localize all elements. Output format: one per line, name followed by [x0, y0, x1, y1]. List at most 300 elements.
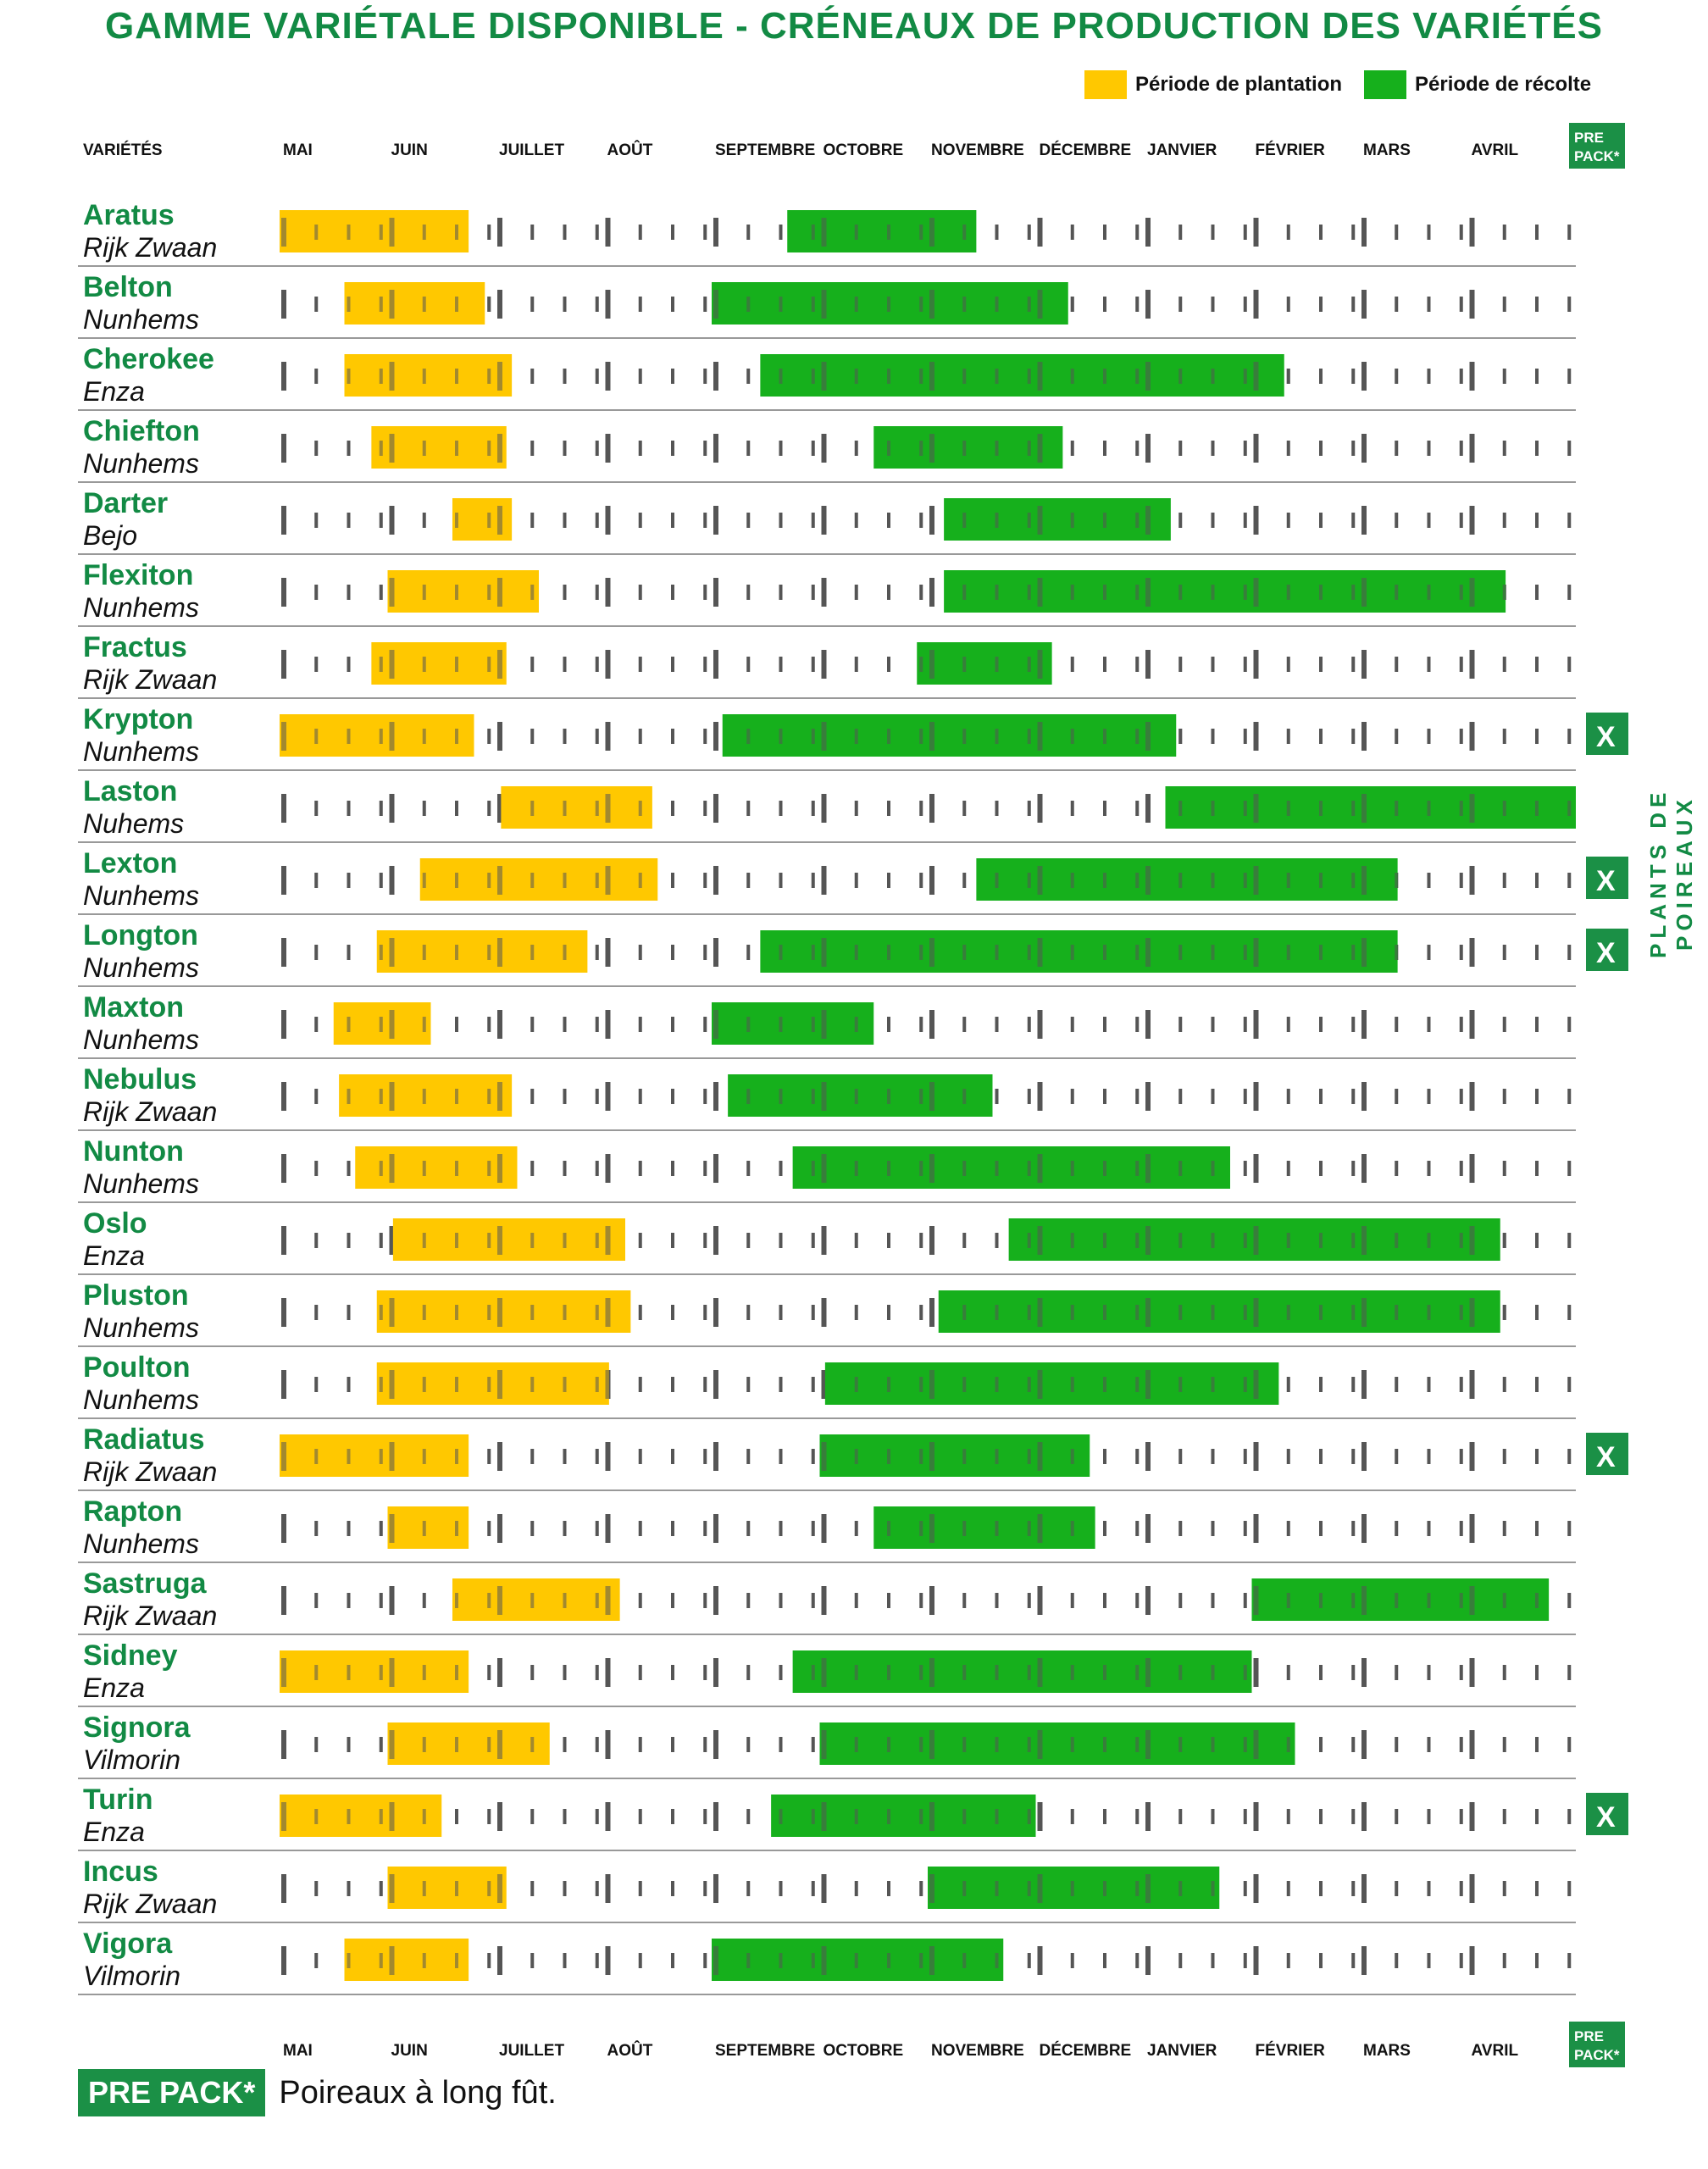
tick-mark [1135, 1521, 1139, 1536]
tick-mark-overlay [314, 1665, 318, 1680]
tick-mark-overlay [1178, 1161, 1182, 1176]
tick-mark [1460, 441, 1463, 456]
tick-mark [1145, 1010, 1151, 1039]
tick-mark [713, 434, 718, 463]
tick-mark-overlay [1460, 1233, 1463, 1248]
tick-mark [671, 1305, 674, 1320]
tick-mark-overlay [1071, 873, 1074, 888]
tick-mark [530, 1521, 534, 1536]
tick-mark-overlay [487, 657, 491, 672]
tick-mark [1535, 1233, 1539, 1248]
tick-mark [1361, 1874, 1367, 1903]
tick-mark-overlay [563, 1233, 567, 1248]
tick-mark [639, 441, 642, 456]
tick-mark-overlay [1361, 794, 1367, 823]
tick-mark [671, 1665, 674, 1680]
tick-mark [1460, 1449, 1463, 1464]
tick-mark-overlay [380, 297, 383, 312]
header-bottom-month-label: DÉCEMBRE [1039, 2042, 1132, 2060]
tick-mark-overlay [812, 1953, 815, 1968]
tick-mark-overlay [606, 794, 611, 823]
tick-mark [563, 225, 567, 240]
tick-mark [703, 729, 707, 744]
tick-mark [1254, 506, 1259, 535]
tick-mark-overlay [390, 434, 395, 463]
tick-mark [713, 866, 718, 895]
tick-mark-overlay [423, 873, 426, 888]
tick-mark [347, 1161, 351, 1176]
tick-mark-overlay [962, 1953, 966, 1968]
tick-mark-overlay [390, 650, 395, 679]
tick-mark-overlay [606, 1298, 611, 1327]
tick-mark [281, 1154, 286, 1183]
tick-mark-overlay [919, 369, 923, 384]
tick-mark [1361, 1370, 1367, 1399]
tick-mark [1535, 369, 1539, 384]
tick-mark-overlay [1071, 297, 1074, 312]
tick-mark [1319, 1521, 1323, 1536]
tick-mark-overlay [1103, 1737, 1106, 1752]
tick-mark [530, 1449, 534, 1464]
tick-mark-overlay [779, 297, 783, 312]
tick-mark [671, 1089, 674, 1104]
tick-mark [1319, 513, 1323, 528]
tick-mark-overlay [1071, 1665, 1074, 1680]
harvest-bar [820, 1434, 1090, 1477]
tick-mark [1254, 1082, 1259, 1111]
tick-mark-overlay [929, 434, 934, 463]
tick-mark [703, 873, 707, 888]
tick-mark-overlay [822, 1442, 827, 1471]
tick-mark-overlay [1038, 650, 1043, 679]
tick-mark-overlay [962, 1449, 966, 1464]
tick-mark-overlay [887, 1089, 890, 1104]
tick-mark-overlay [1395, 585, 1398, 600]
tick-mark-overlay [919, 729, 923, 744]
tick-mark-overlay [887, 945, 890, 960]
tick-mark [639, 1089, 642, 1104]
tick-mark-overlay [1178, 1881, 1182, 1896]
tick-mark [713, 1586, 718, 1615]
tick-mark [497, 1514, 502, 1543]
tick-mark [1103, 1089, 1106, 1104]
tick-mark [639, 1881, 642, 1896]
tick-mark-overlay [1351, 1233, 1355, 1248]
harvest-bar [939, 1290, 1500, 1333]
planting-bar [280, 1650, 469, 1693]
tick-mark-overlay [1428, 1233, 1431, 1248]
tick-mark [1428, 1377, 1431, 1392]
tick-mark-overlay [1145, 1658, 1151, 1687]
tick-mark [812, 1737, 815, 1752]
tick-mark-overlay [919, 297, 923, 312]
tick-mark [347, 801, 351, 816]
tick-mark [487, 729, 491, 744]
tick-mark [887, 513, 890, 528]
tick-mark [347, 1377, 351, 1392]
prepack-mark: X [1596, 721, 1616, 753]
tick-mark-overlay [455, 297, 458, 312]
tick-mark [1212, 1953, 1215, 1968]
tick-mark-overlay [423, 369, 426, 384]
tick-mark-overlay [455, 1161, 458, 1176]
tick-mark [746, 513, 750, 528]
variety-name: Chiefton [83, 415, 200, 447]
tick-mark [1567, 513, 1571, 528]
tick-mark [390, 866, 395, 895]
tick-mark-overlay [1028, 1233, 1031, 1248]
tick-mark-overlay [1103, 1881, 1106, 1896]
tick-mark-overlay [347, 1449, 351, 1464]
tick-mark-overlay [530, 873, 534, 888]
tick-mark-overlay [487, 945, 491, 960]
tick-mark-overlay [855, 729, 858, 744]
tick-mark-overlay [530, 1737, 534, 1752]
tick-mark [1038, 794, 1043, 823]
tick-mark-overlay [812, 225, 815, 240]
tick-mark-overlay [1071, 1737, 1074, 1752]
tick-mark-overlay [1244, 1665, 1247, 1680]
tick-mark [746, 801, 750, 816]
tick-mark-overlay [1103, 1665, 1106, 1680]
header-bottom-month-label: NOVEMBRE [931, 2042, 1024, 2060]
tick-mark [713, 1658, 718, 1687]
tick-mark [1460, 945, 1463, 960]
tick-mark-overlay [1038, 1154, 1043, 1183]
tick-mark [497, 722, 502, 751]
tick-mark [1428, 513, 1431, 528]
tick-mark-overlay [779, 945, 783, 960]
tick-mark [1145, 1946, 1151, 1975]
tick-mark-overlay [822, 290, 827, 319]
tick-mark [1361, 650, 1367, 679]
tick-mark [1212, 657, 1215, 672]
tick-mark [1287, 1953, 1290, 1968]
tick-mark [1567, 657, 1571, 672]
tick-mark [606, 650, 611, 679]
tick-mark [606, 506, 611, 535]
planting-bar [377, 930, 588, 973]
tick-mark-overlay [497, 1154, 502, 1183]
tick-mark [596, 1881, 599, 1896]
tick-mark [671, 1809, 674, 1824]
tick-mark [812, 513, 815, 528]
tick-mark-overlay [390, 1946, 395, 1975]
tick-mark [606, 1946, 611, 1975]
tick-mark [1567, 369, 1571, 384]
tick-mark-overlay [487, 1305, 491, 1320]
tick-mark-overlay [929, 1658, 934, 1687]
tick-mark [639, 657, 642, 672]
tick-mark-overlay [962, 1737, 966, 1752]
tick-mark-overlay [1287, 801, 1290, 816]
variety-name: Laston [83, 775, 178, 807]
tick-mark-overlay [746, 729, 750, 744]
tick-mark [671, 729, 674, 744]
tick-mark-overlay [1038, 290, 1043, 319]
tick-mark [1567, 585, 1571, 600]
tick-mark [1319, 369, 1323, 384]
tick-mark [606, 1658, 611, 1687]
tick-mark [919, 1017, 923, 1032]
tick-mark-overlay [1254, 1658, 1259, 1687]
page-title: GAMME VARIÉTALE DISPONIBLE - CRÉNEAUX DE PRODUCTION DES VARIÉTÉS [105, 5, 1603, 47]
tick-mark-overlay [1038, 938, 1043, 967]
tick-mark-overlay [822, 218, 827, 247]
tick-mark [855, 441, 858, 456]
variety-breeder: Vilmorin [83, 1745, 180, 1775]
tick-mark [1244, 1809, 1247, 1824]
tick-mark-overlay [1145, 722, 1151, 751]
header-bottom-month-label: SEPTEMBRE [715, 2042, 816, 2060]
tick-mark-overlay [855, 1953, 858, 1968]
tick-mark [1103, 801, 1106, 816]
tick-mark-overlay [455, 1521, 458, 1536]
tick-mark [314, 657, 318, 672]
tick-mark [713, 1730, 718, 1759]
tick-mark [887, 657, 890, 672]
tick-mark [530, 225, 534, 240]
header-bottom-month-label: OCTOBRE [823, 2042, 904, 2060]
tick-mark [929, 506, 934, 535]
tick-mark-overlay [822, 362, 827, 391]
variety-name: Turin [83, 1783, 153, 1816]
tick-mark-overlay [487, 297, 491, 312]
variety-name: Flexiton [83, 559, 194, 591]
tick-mark-overlay [455, 1665, 458, 1680]
tick-mark [1460, 1377, 1463, 1392]
tick-mark [1395, 513, 1398, 528]
tick-mark [1103, 1521, 1106, 1536]
tick-mark [1319, 1377, 1323, 1392]
tick-mark-overlay [390, 1730, 395, 1759]
tick-mark-overlay [390, 290, 395, 319]
tick-mark-overlay [929, 1442, 934, 1471]
tick-mark [1135, 657, 1139, 672]
tick-mark [1254, 434, 1259, 463]
tick-mark [822, 1586, 827, 1615]
tick-mark [1361, 1802, 1367, 1831]
tick-mark-overlay [1395, 873, 1398, 888]
tick-mark [314, 1593, 318, 1608]
row-divider [78, 1634, 1576, 1635]
variety-name: Rapton [83, 1495, 183, 1528]
tick-mark [1254, 1802, 1259, 1831]
tick-mark [703, 1089, 707, 1104]
tick-mark [855, 1233, 858, 1248]
tick-mark [1395, 1449, 1398, 1464]
footer-note: Poireaux à long fût. [279, 2074, 557, 2111]
tick-mark-overlay [1135, 1881, 1139, 1896]
tick-mark-overlay [887, 1809, 890, 1824]
tick-mark [1361, 1946, 1367, 1975]
tick-mark-overlay [929, 650, 934, 679]
tick-mark-overlay [1428, 585, 1431, 600]
tick-mark [281, 1874, 286, 1903]
tick-mark [746, 1881, 750, 1896]
tick-mark-overlay [455, 1737, 458, 1752]
tick-mark [1470, 1946, 1475, 1975]
tick-mark-overlay [1145, 1874, 1151, 1903]
tick-mark-overlay [919, 1953, 923, 1968]
tick-mark [1244, 297, 1247, 312]
planting-bar [280, 1795, 441, 1837]
tick-mark [281, 1730, 286, 1759]
tick-mark [563, 585, 567, 600]
row-divider [78, 1417, 1576, 1419]
tick-mark [1361, 434, 1367, 463]
tick-mark [1460, 297, 1463, 312]
tick-mark-overlay [962, 1089, 966, 1104]
variety-breeder: Nunhems [83, 592, 199, 623]
tick-mark [380, 1593, 383, 1608]
tick-mark-overlay [995, 1377, 999, 1392]
tick-mark-overlay [380, 1089, 383, 1104]
tick-mark-overlay [1103, 369, 1106, 384]
tick-mark [563, 1161, 567, 1176]
tick-mark [746, 585, 750, 600]
tick-mark-overlay [812, 729, 815, 744]
tick-mark-overlay [390, 1298, 395, 1327]
tick-mark [1254, 1010, 1259, 1039]
tick-mark-overlay [1038, 1298, 1043, 1327]
tick-mark [822, 794, 827, 823]
tick-mark-overlay [281, 1658, 286, 1687]
tick-mark-overlay [1145, 1730, 1151, 1759]
tick-mark-overlay [530, 1377, 534, 1392]
tick-mark-overlay [1395, 945, 1398, 960]
tick-mark [563, 1089, 567, 1104]
tick-mark [380, 1737, 383, 1752]
tick-mark-overlay [1038, 434, 1043, 463]
tick-mark [281, 290, 286, 319]
variety-breeder: Rijk Zwaan [83, 1889, 218, 1919]
tick-mark-overlay [919, 1737, 923, 1752]
tick-mark [1361, 1514, 1367, 1543]
tick-mark-overlay [1103, 585, 1106, 600]
tick-mark-overlay [497, 1586, 502, 1615]
tick-mark [1428, 1017, 1431, 1032]
tick-mark [1287, 1161, 1290, 1176]
tick-mark [314, 873, 318, 888]
tick-mark-overlay [487, 1161, 491, 1176]
tick-mark-overlay [380, 729, 383, 744]
row-divider [78, 625, 1576, 627]
tick-mark-overlay [455, 1593, 458, 1608]
tick-mark [779, 585, 783, 600]
tick-mark [606, 362, 611, 391]
tick-mark [1319, 1449, 1323, 1464]
tick-mark-overlay [347, 1809, 351, 1824]
tick-mark [713, 1082, 718, 1111]
tick-mark [1145, 1802, 1151, 1831]
tick-mark-overlay [713, 1946, 718, 1975]
tick-mark-overlay [423, 1233, 426, 1248]
tick-mark-overlay [962, 225, 966, 240]
tick-mark [1028, 1017, 1031, 1032]
tick-mark-overlay [995, 1737, 999, 1752]
tick-mark [1287, 1449, 1290, 1464]
tick-mark [1428, 1737, 1431, 1752]
tick-mark [671, 1377, 674, 1392]
tick-mark [639, 729, 642, 744]
tick-mark [563, 1809, 567, 1824]
footer [78, 2069, 557, 2116]
tick-mark [1503, 1665, 1506, 1680]
tick-mark [1351, 1089, 1355, 1104]
tick-mark-overlay [487, 873, 491, 888]
tick-mark [347, 1737, 351, 1752]
tick-mark [1567, 1809, 1571, 1824]
tick-mark [703, 1737, 707, 1752]
tick-mark-overlay [1178, 945, 1182, 960]
tick-mark-overlay [596, 1233, 599, 1248]
tick-mark [855, 801, 858, 816]
variety-name: Belton [83, 271, 173, 303]
tick-mark-overlay [1535, 1593, 1539, 1608]
tick-mark [855, 1305, 858, 1320]
tick-mark [919, 585, 923, 600]
tick-mark-overlay [1135, 1161, 1139, 1176]
tick-mark-overlay [455, 585, 458, 600]
tick-mark-overlay [390, 578, 395, 607]
tick-mark [713, 1514, 718, 1543]
tick-mark [703, 1953, 707, 1968]
tick-mark-overlay [1135, 729, 1139, 744]
variety-breeder: Nunhems [83, 1024, 199, 1055]
tick-mark-overlay [1135, 1377, 1139, 1392]
tick-mark [1351, 1881, 1355, 1896]
tick-mark-overlay [919, 1449, 923, 1464]
tick-mark-overlay [1145, 1370, 1151, 1399]
tick-mark [530, 657, 534, 672]
tick-mark-overlay [713, 290, 718, 319]
tick-mark-overlay [423, 1449, 426, 1464]
tick-mark-overlay [995, 513, 999, 528]
tick-mark [1244, 513, 1247, 528]
tick-mark [1145, 1514, 1151, 1543]
tick-mark-overlay [1212, 1881, 1215, 1896]
tick-mark-overlay [1244, 1377, 1247, 1392]
tick-mark [887, 1305, 890, 1320]
tick-mark [919, 1305, 923, 1320]
tick-mark-overlay [455, 729, 458, 744]
tick-mark [1428, 945, 1431, 960]
header-top-month-label: OCTOBRE [823, 141, 904, 159]
row-divider [78, 1850, 1576, 1851]
tick-mark-overlay [455, 1449, 458, 1464]
tick-mark [530, 1881, 534, 1896]
tick-mark [812, 1881, 815, 1896]
tick-mark [671, 1881, 674, 1896]
tick-mark [347, 441, 351, 456]
tick-mark [1535, 1737, 1539, 1752]
tick-mark-overlay [822, 722, 827, 751]
tick-mark [1567, 1449, 1571, 1464]
tick-mark [1351, 513, 1355, 528]
planting-bar [345, 354, 513, 397]
tick-mark-overlay [779, 369, 783, 384]
tick-mark [606, 1730, 611, 1759]
tick-mark-overlay [1319, 1593, 1323, 1608]
tick-mark [1145, 1082, 1151, 1111]
tick-mark [639, 1665, 642, 1680]
tick-mark [713, 578, 718, 607]
tick-mark-overlay [1028, 873, 1031, 888]
tick-mark-overlay [1028, 441, 1031, 456]
tick-mark [703, 657, 707, 672]
tick-mark [713, 362, 718, 391]
